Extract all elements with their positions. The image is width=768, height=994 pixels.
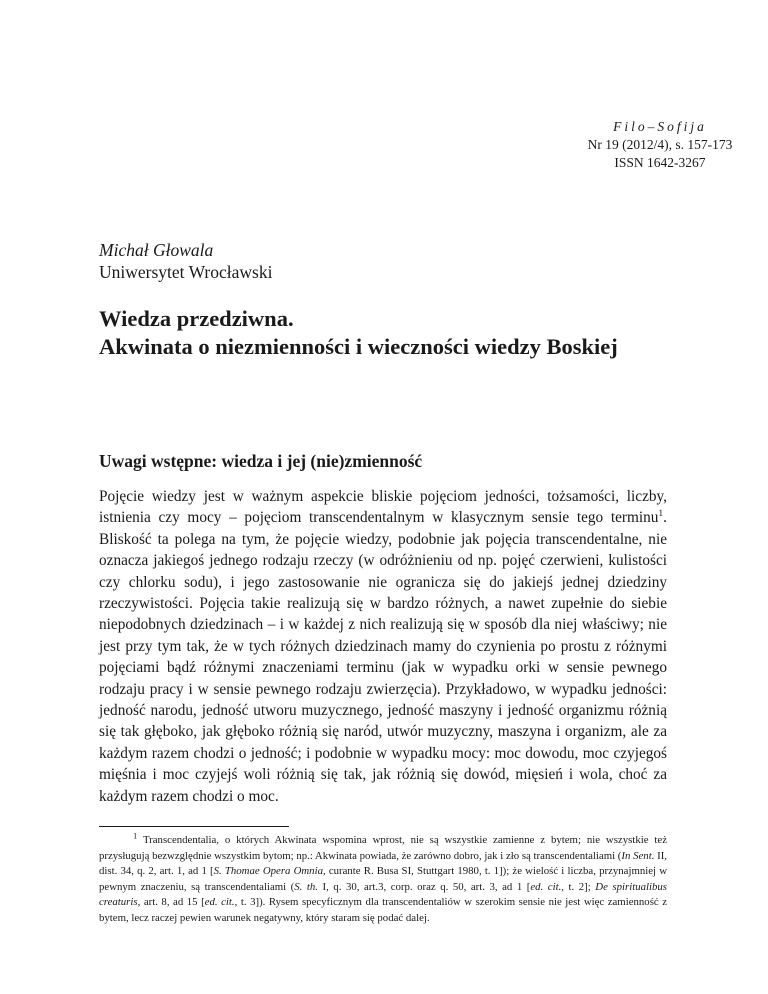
footnote-text: Transcendentalia, o których Akwinata wspomina wprost, nie są wszystkie zamienne z bytem; nie wszystkie też przysługują bezwzględnie wszystkim bytom; np.: Akwinata powiada, że zarówno dobro, jak i zło są transcendentaliami ( [99, 834, 667, 862]
footnote-citation: ed. cit. [204, 896, 235, 908]
article-title-line-2: Akwinata o niezmienności i wieczności wiedzy Boskiej [99, 334, 618, 359]
footnote-citation: S. th. [294, 880, 319, 893]
body-paragraph [99, 486, 667, 807]
journal-issue: Nr 19 (2012/4), s. 157-173 [587, 137, 733, 152]
footnote-divider [99, 826, 289, 827]
footnote [99, 830, 668, 926]
footnote-text: II, dist. 34, q. 2, art. 1, ad 1 [ [99, 849, 668, 877]
body-text-part-1: Pojęcie wiedzy jest w ważnym aspekcie bliskie pojęciom jedności, tożsamości, liczby, istnienia czy mocy – pojęciom transcendentalnym w klasycznym sensie tego terminu [99, 488, 667, 527]
article-title-line-1: Wiedza przedziwna. [99, 306, 294, 331]
footnote-citation: S. Thomae Opera Omnia [213, 865, 323, 877]
section-heading: Uwagi wstępne: wiedza i jej (nie)zmienność [99, 451, 423, 471]
footnote-reference[interactable]: 1 [658, 509, 664, 520]
author-block [99, 239, 272, 283]
footnote-citation: De spiritualibus creaturis [99, 880, 667, 908]
author-name: Michał Głowala [99, 240, 214, 260]
body-text-part-2: . Bliskość ta polega na tym, że pojęcie wiedzy, podobnie jak pojęcia transcendentalne, nie oznacza jakiegoś jednego rodzaju rzeczy (w odróżnieniu od np. pojęć czerwieni, kulistości czy chlorku sodu), i jego zastosowanie nie ogranicza się do jakiejś jednej dziedziny rzeczywistości. Pojęcia takie realizują się w bardzo różnych, a nawet zupełnie do siebie niepodobnych dziedzinach – i w każdej z nich realizują się w sposób dla niej właściwy; nie jest przy tym tak, że w tych różnych dziedzinach mamy do czynienia po prostu z różnymi pojęciami bądź różnymi znaczeniami terminu (jak w wypadku orki w sensie pewnego rodzaju pracy i w sensie pewnego rodzaju zwierzęcia). Przykładowo, w wypadku jedności: jedność narodu, jedność utworu muzycznego, jedność maszyny i jedność organizmu różnią się tak głęboko, jak głęboko różnią się naród, utwór muzyczny, maszyna i organizm, ale za każdym razem chodzi o jedność; i podobnie w wypadku mocy: moc dowodu, moc czyjegoś mięśnia i moc czyjejś woli różnią się tak, jak różnią się dowód, mięsień i wola, choć za każdym razem chodzi o moc. [99, 509, 667, 805]
footnote-text: , curante R. Busa SI, Stuttgart 1980, t. 1]); że wielość i liczba, przynajmniej w pewnym znaczeniu, są transcendentaliami ( [99, 865, 668, 893]
footnote-text: , t. 3]). Rysem specyficznym dla transcendentaliów w szerokim sensie nie jest więc zamienność z bytem, lecz raczej pewien warunek negatywny, który staram się podać dalej. [99, 896, 668, 924]
journal-info [560, 118, 760, 172]
author-affiliation: Uniwersytet Wrocławski [99, 262, 273, 282]
footnote-text: , t. 2]; [561, 880, 596, 893]
footnote-text: I, q. 30, art.3, corp. oraz q. 50, art. 3, ad 1 [ [318, 880, 531, 893]
footnote-citation: ed. cit. [530, 880, 562, 893]
footnote-text: , art. 8, ad 15 [ [137, 896, 205, 908]
journal-name: Filo–Sofija [613, 119, 707, 134]
article-title [99, 305, 739, 361]
footnote-citation: In Sent. [621, 849, 655, 862]
journal-issn: ISSN 1642-3267 [614, 155, 706, 170]
footnote-number: 1 [133, 830, 138, 841]
